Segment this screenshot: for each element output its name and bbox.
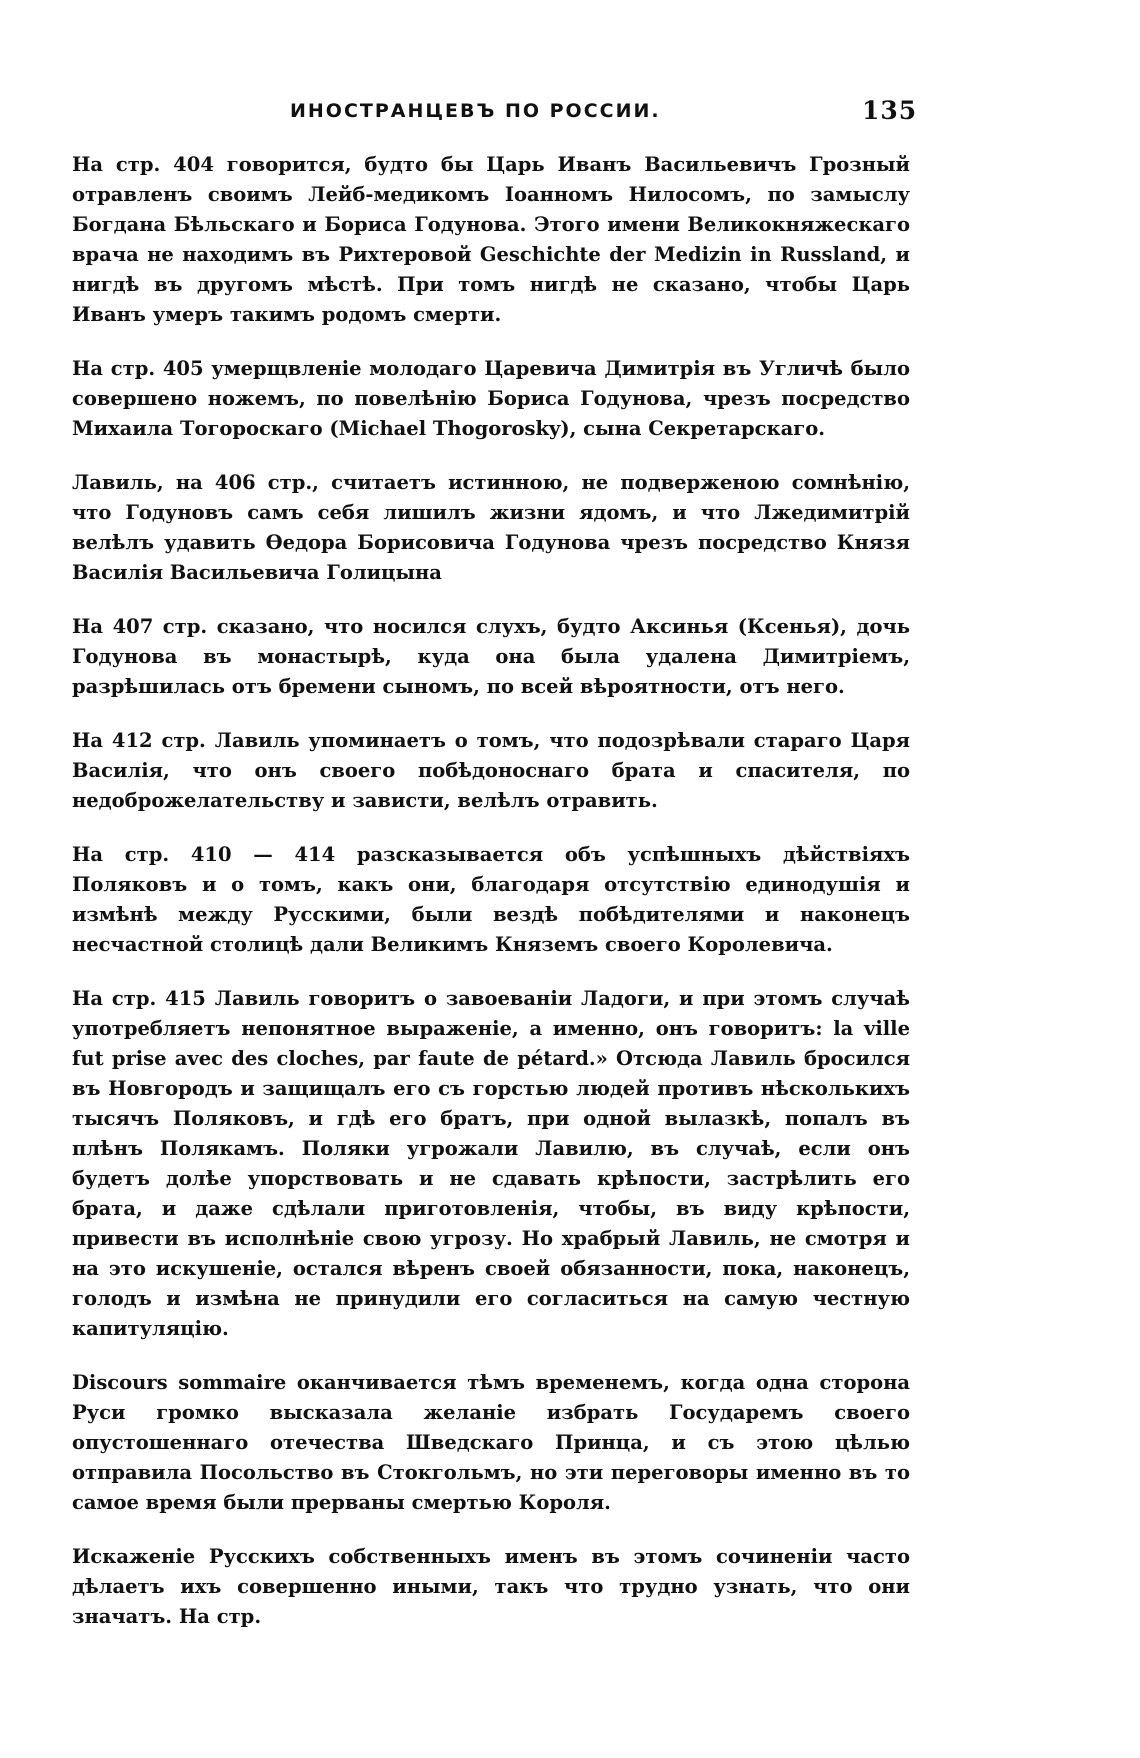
paragraph-3: Лавиль, на 406 стр., считаетъ истинною, не подверженою сомнѣнію, что Годуновъ самъ себя лишилъ жизни ядомъ, и что Лжедимитрій велѣлъ удавить Ѳедора Борисовича Годунова чрезъ посредство Князя Василія Васильевича Голицына [72,471,910,584]
paragraph-2: На стр. 405 умерщвленіе молодаго Царевича Димитрія въ Угличѣ было совершено ножемъ, по повелѣнію Бориса Годунова, чрезъ посредство Михаила Тогороскаго (Michael Thogorosky), сына Секретарскаго. [72,357,910,440]
page-number: 135 [862,96,918,125]
paragraph-6: На стр. 410 — 414 разсказывается объ успѣшныхъ дѣйствіяхъ Поляковъ и о томъ, какъ они, благодаря отсутствію единодушія и измѣнѣ между Русскими, были вездѣ побѣдителями и наконецъ несчастной столицѣ дали Великимъ Княземъ своего Королевича. [72,843,910,956]
paragraph-5: На 412 стр. Лавиль упоминаетъ о томъ, что подозрѣвали стараго Царя Василія, что онъ своего побѣдоноснаго брата и спасителя, по недоброжелательству и зависти, велѣлъ отравить. [72,729,910,812]
paragraph-9: Искаженіе Русскихъ собственныхъ именъ въ этомъ сочиненіи часто дѣлаетъ ихъ совершенно иными, такъ что трудно узнать, что они значатъ. На стр. [72,1545,910,1628]
body-text [72,150,910,1632]
running-title: ИНОСТРАНЦЕВЪ ПО РОССИИ. [290,100,661,122]
paragraph-4: На 407 стр. сказано, что носился слухъ, будто Аксинья (Ксенья), дочь Годунова въ монастырѣ, куда она была удалена Димитріемъ, разрѣшилась отъ бремени сыномъ, по всей вѣроятности, отъ него. [72,615,910,698]
paragraph-7: На стр. 415 Лавиль говоритъ о завоеваніи Ладоги, и при этомъ случаѣ употребляетъ непонятное выраженіе, а именно, онъ говоритъ: la ville fut prise avec des cloches, par faute de pétard.» Отсюда Лавиль бросился въ Новгородъ и защищалъ его съ горстью людей противъ нѣсколькихъ тысячъ Поляковъ, и гдѣ его братъ, при одной вылазкѣ, попалъ въ плѣнъ Полякамъ. Поляки угрожали Лавилю, въ случаѣ, если онъ будетъ долѣе упорствовать и не сдавать крѣпости, застрѣлить его брата, и даже сдѣлали приготовленія, чтобы, въ виду крѣпости, привести въ исполнѣніе свою угрозу. Но храбрый Лавиль, не смотря и на это искушеніе, остался вѣренъ своей обязанности, пока, наконецъ, голодъ и измѣна не принудили его согласиться на самую честную капитуляцію. [72,987,910,1340]
paragraph-1: На стр. 404 говорится, будто бы Царь Иванъ Васильевичъ Грозный отравленъ своимъ Лейб-медикомъ Іоанномъ Нилосомъ, по замыслу Богдана Бѣльскаго и Бориса Годунова. Этого имени Великокняжескаго врача не находимъ въ Рихтеровой Geschichte der Medizin in Russland, и нигдѣ въ другомъ мѣстѣ. При томъ нигдѣ не сказано, чтобы Царь Иванъ умеръ такимъ родомъ смерти. [72,153,910,326]
paragraph-8: Discours sommaire оканчивается тѣмъ временемъ, когда одна сторона Руси громко высказала желаніе избрать Государемъ своего опустошеннаго отечества Шведскаго Принца, и съ этою цѣлью отправила Посольство въ Стокгольмъ, но эти переговоры именно въ то самое время были прерваны смертью Короля. [72,1371,910,1514]
running-head [0,96,1140,136]
